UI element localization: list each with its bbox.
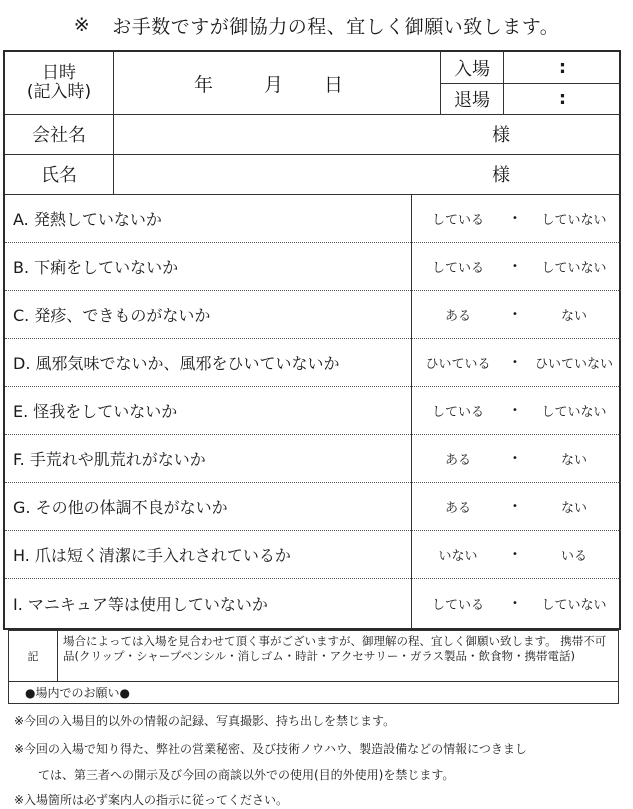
header-mark: ※: [73, 14, 91, 36]
question-g: G. その他の体調不良がないか: [13, 497, 228, 517]
answer-h-no[interactable]: いる: [560, 548, 587, 564]
footer-title: ●場内でのお願い●: [25, 686, 130, 700]
header-text: お手数ですが御協力の程、宜しく御願い致します。: [112, 15, 560, 38]
exit-time-field[interactable]: :: [558, 88, 567, 109]
answer-c-yes[interactable]: ある: [444, 308, 471, 324]
date-month: 月: [264, 73, 284, 96]
question-c: C. 発疹、できものがないか: [13, 305, 211, 325]
date-field[interactable]: [114, 52, 440, 114]
question-e: E. 怪我をしていないか: [13, 401, 178, 421]
answer-c-no[interactable]: ない: [560, 308, 587, 324]
answer-e-yes[interactable]: している: [431, 404, 484, 420]
answer-f-yes[interactable]: ある: [444, 452, 471, 468]
answer-g-no[interactable]: ない: [560, 500, 587, 516]
footer-title-box: [8, 682, 619, 704]
name-field[interactable]: [114, 154, 621, 194]
answer-c-sep: •: [512, 308, 518, 320]
date-label: [5, 52, 113, 114]
footer-line-4: ※入場箇所は必ず案内人の指示に従ってください。: [14, 793, 289, 807]
answer-f-sep: •: [512, 452, 518, 464]
answer-d-sep: •: [512, 356, 518, 368]
answer-g-sep: •: [512, 500, 518, 512]
question-f: F. 手荒れや肌荒れがないか: [13, 449, 206, 469]
answer-d-yes[interactable]: ひいている: [425, 356, 491, 372]
answer-h-yes[interactable]: いない: [438, 548, 478, 564]
answer-a-sep: •: [512, 212, 518, 224]
answer-b-yes[interactable]: している: [431, 260, 484, 276]
question-i: I. マニキュア等は使用していないか: [13, 594, 268, 614]
answer-e-no[interactable]: していない: [541, 404, 607, 420]
health-check-form: [3, 50, 621, 630]
question-h: H. 爪は短く清潔に手入れされているか: [13, 545, 291, 565]
answer-d-no[interactable]: ひいていない: [534, 356, 613, 372]
company-suffix: 様: [492, 125, 510, 146]
question-d: D. 風邪気味でないか、風邪をひいていないか: [13, 353, 340, 373]
note-label: 記: [27, 650, 39, 663]
answer-e-sep: •: [512, 404, 518, 416]
question-b: B. 下痢をしていないか: [13, 257, 179, 277]
footer-line-3: ては、第三者への開示及び今回の商談以外での使用(目的外使用)を禁じます。: [38, 768, 455, 782]
exit-label: 退場: [454, 89, 490, 111]
date-day: 日: [324, 73, 344, 96]
note-box: [8, 630, 619, 682]
footer-line-1: ※今回の入場目的以外の情報の記録、写真撮影、持ち出しを禁じます。: [14, 714, 396, 728]
form-header: [0, 0, 633, 50]
note-text: 場合によっては入場を見合わせて頂く事がございますが、御理解の程、宜しく御願い致します。 携帯不可品(クリップ・シャープペンシル・消しゴム・時計・アクセサリー・ガラス製品・飲食物・携帯電話): [63, 634, 607, 663]
company-field[interactable]: [114, 114, 621, 154]
company-label: 会社名: [32, 125, 86, 146]
answer-f-no[interactable]: ない: [560, 452, 587, 468]
date-label-line1: 日時: [42, 63, 76, 83]
answer-h-sep: •: [512, 548, 518, 560]
entry-time-field[interactable]: :: [558, 57, 567, 78]
name-suffix: 様: [492, 165, 510, 186]
answer-b-no[interactable]: していない: [541, 260, 607, 276]
answer-a-no[interactable]: していない: [541, 212, 607, 228]
answer-b-sep: •: [512, 260, 518, 272]
answer-i-sep: •: [512, 597, 518, 609]
answer-a-yes[interactable]: している: [431, 212, 484, 228]
date-year: 年: [194, 73, 214, 96]
date-label-line2: (記入時): [26, 82, 92, 102]
answer-i-no[interactable]: していない: [541, 597, 607, 613]
answer-i-yes[interactable]: している: [431, 597, 484, 613]
footer-line-2: ※今回の入場で知り得た、弊社の営業秘密、及び技術ノウハウ、製造設備などの情報につきまし: [14, 742, 527, 756]
question-a: A. 発熱していないか: [13, 209, 162, 229]
entry-label: 入場: [454, 58, 490, 80]
answer-g-yes[interactable]: ある: [444, 500, 471, 516]
name-label: 氏名: [41, 165, 77, 186]
